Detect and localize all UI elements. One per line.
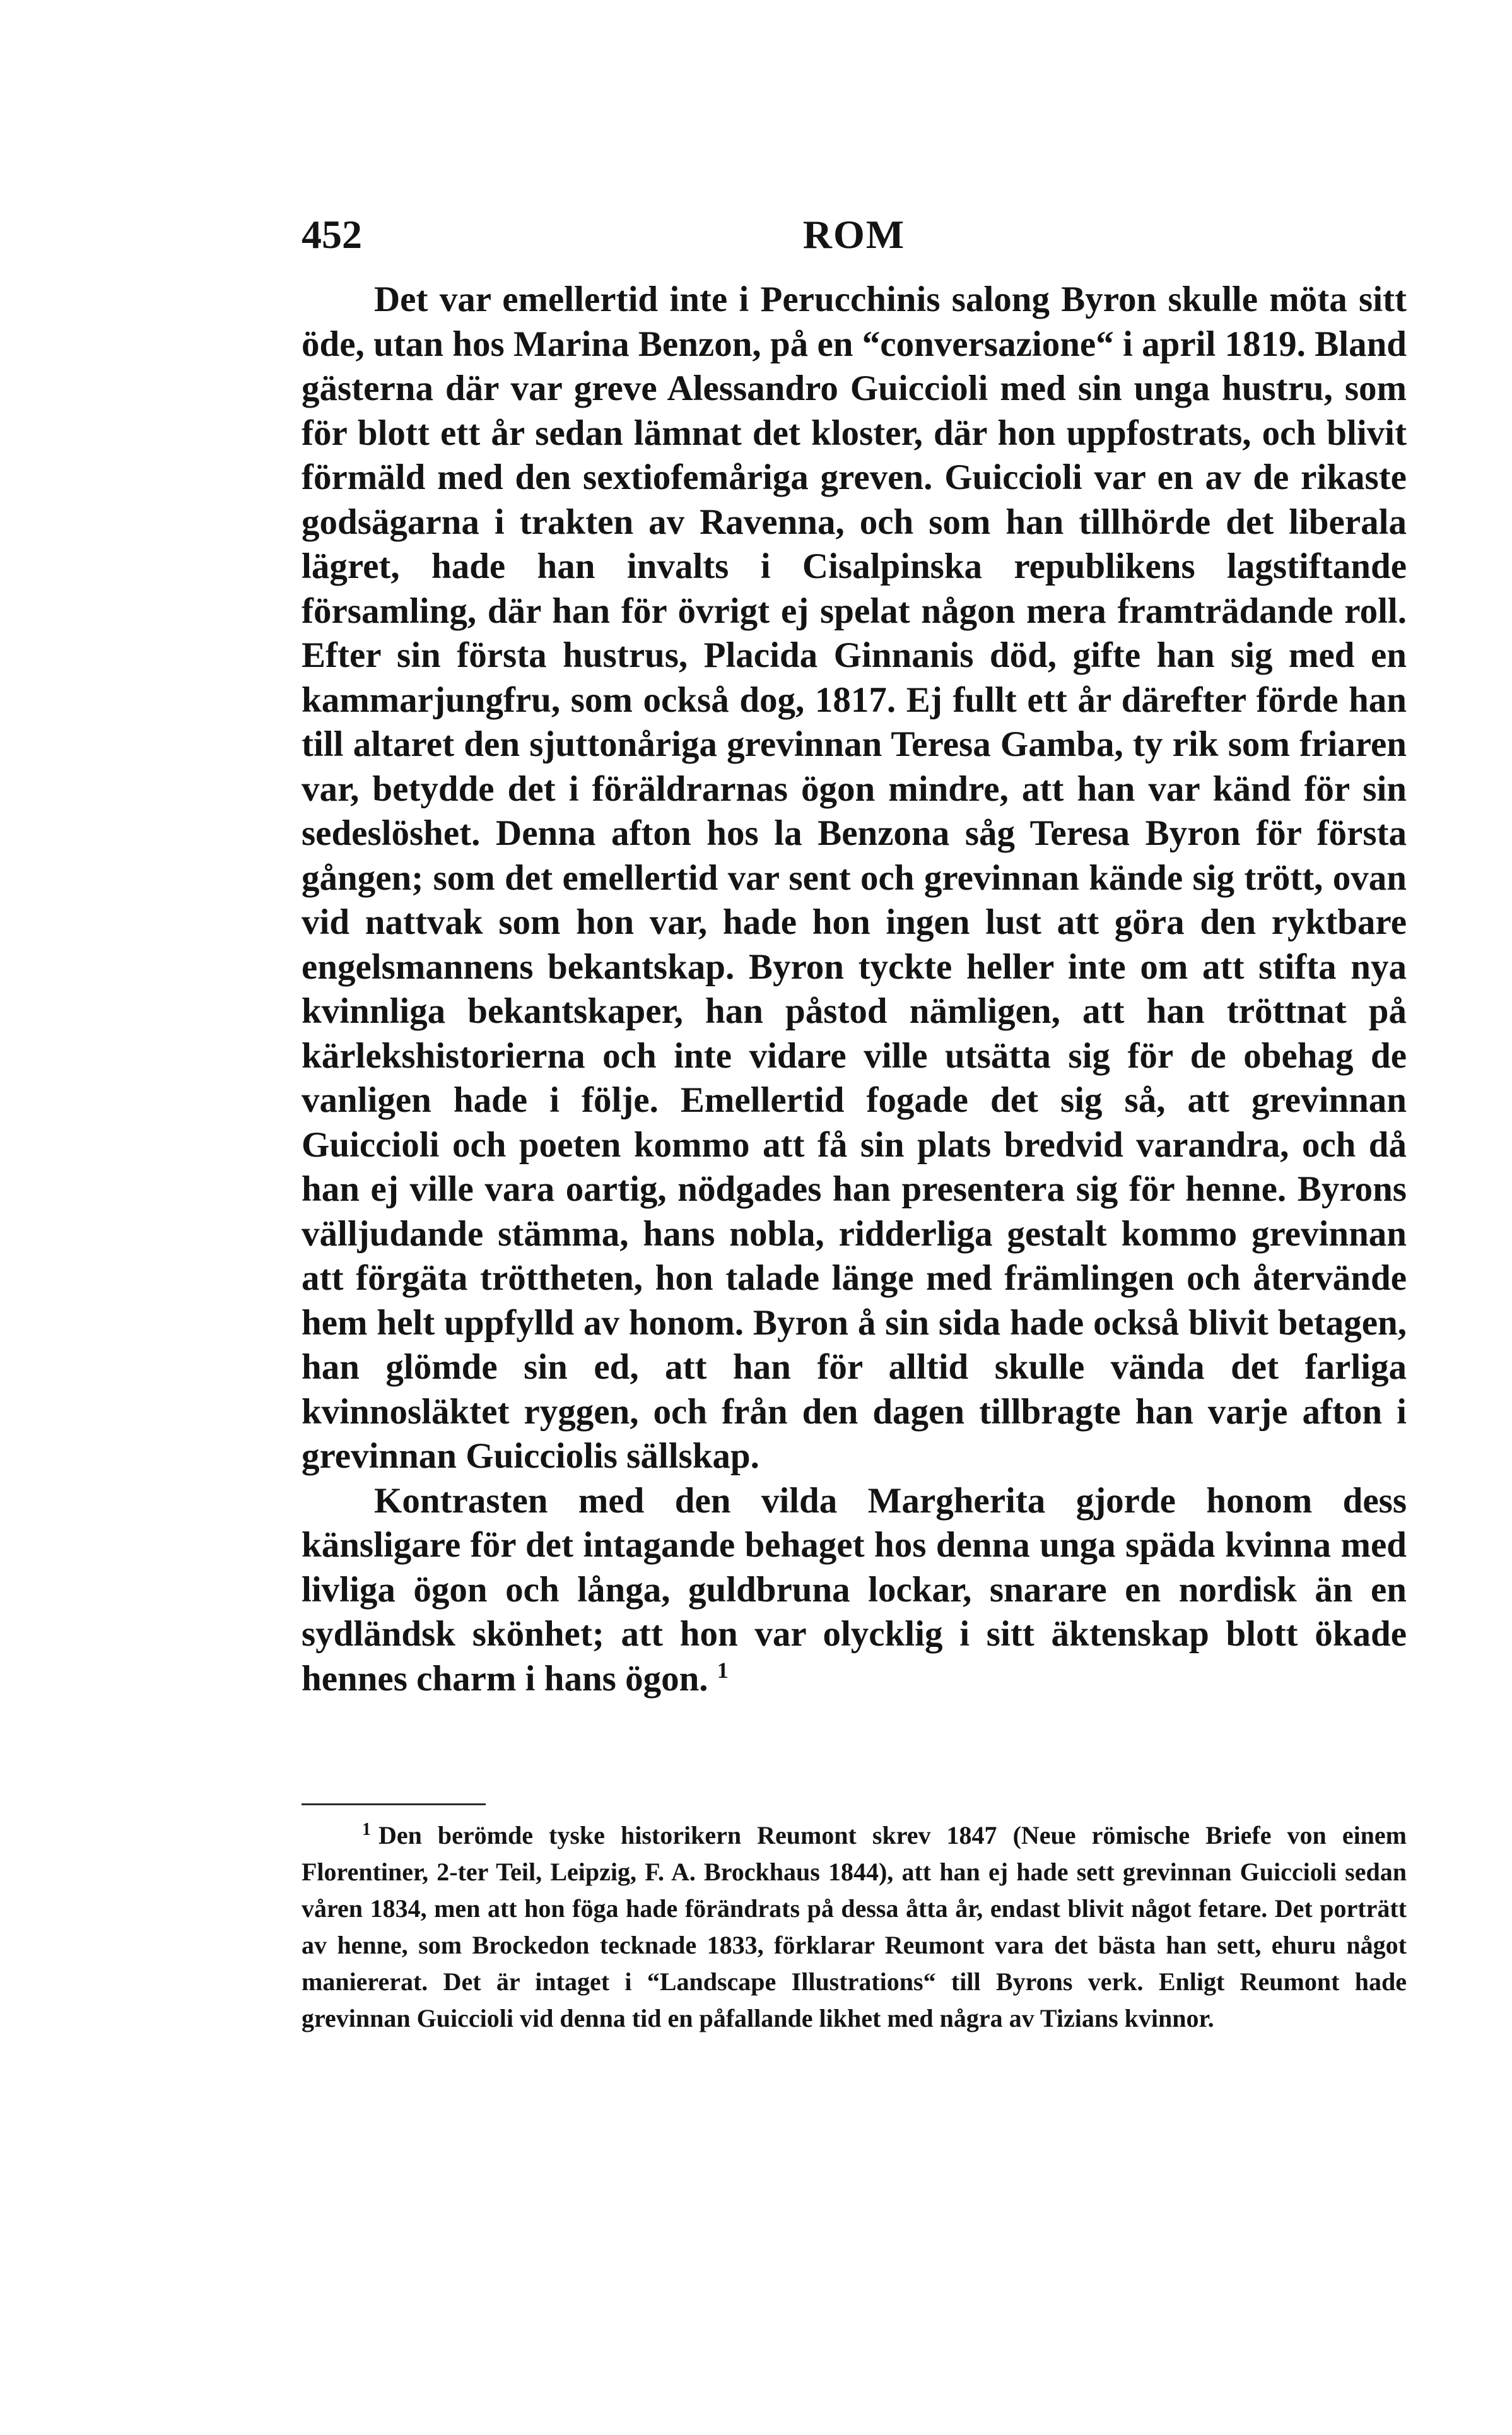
footnote-marker: 1 bbox=[362, 1819, 371, 1839]
paragraph: Det var emellertid inte i Perucchinis salong Byron skulle möta sitt öde, utan hos Marina Benzon, på en “conversazione“ i april 1819. Bland gästerna där var greve Alessandro Guiccioli med sin unga hustru, som för blott ett år sedan lämnat det kloster, där hon uppfostrats, och blivit förmäld med den sextiofemåriga greven. Guiccioli var en av de rikaste godsägarna i trakten av Ravenna, och som han tillhörde det liberala lägret, hade han invalts i Cisalpinska republikens lagstiftande församling, där han för övrigt ej spelat någon mera framträdande roll. Efter sin första hustrus, Placida Ginnanis död, gifte han sig med en kammarjungfru, som också dog, 1817. Ej fullt ett år därefter förde han till altaret den sjuttonåriga grevinnan Teresa Gamba, ty rik som friaren var, betydde det i föräldrarnas ögon mindre, att han var känd för sin sedeslöshet. Denna afton hos la Benzona såg Teresa Byron för första gången; som det emellertid var sent och grevinnan kände sig trött, ovan vid nattvak som hon var, hade hon ingen lust att göra den ryktbare engelsmannens bekantskap. Byron tyckte heller inte om att stifta nya kvinnliga bekantskaper, han påstod nämligen, att han tröttnat på kärlekshistorierna och inte vidare ville utsätta sig för de obehag de vanligen hade i följe. Emellertid fogade det sig så, att grevinnan Guiccioli och poeten kommo att få sin plats bredvid varandra, och då han ej ville vara oartig, nödgades han presentera sig för henne. Byrons välljudande stämma, hans nobla, ridderliga gestalt kommo grevinnan att förgäta tröttheten, hon talade länge med främlingen och återvände hem helt uppfylld av honom. Byron å sin sida hade också blivit betagen, han glömde sin ed, att han för alltid skulle vända det farliga kvinnosläktet ryggen, och från den dagen tillbragte han varje afton i grevinnan Guicciolis sällskap. bbox=[302, 280, 1407, 1476]
footnote-divider bbox=[302, 1803, 486, 1805]
footnote-reference: 1 bbox=[717, 1657, 729, 1683]
paragraph-text: Kontrasten med den vilda Margherita gjorde honom dess känsligare för det intagande behaget hos denna unga späda kvinna med livliga ögon och långa, guldbruna lockar, snarare en nordisk än en sydländsk skönhet; att hon var olycklig i sitt äktenskap blott ökade hennes charm i hans ögon. bbox=[302, 1480, 1407, 1699]
footnote bbox=[302, 1817, 1407, 2037]
main-text bbox=[302, 278, 1407, 1701]
footnote-text: Den berömde tyske historikern Reumont skrev 1847 (Neue römische Briefe von einem Florentiner, 2-ter Teil, Leipzig, F. A. Brockhaus 1844), att han ej hade sett grevinnan Guiccioli sedan våren 1834, men att hon föga hade förändrats på dessa åtta år, endast blivit något fetare. Det porträtt av henne, som Brockedon tecknade 1833, förklarar Reumont vara det bästa han sett, ehuru något maniererat. Det är intaget i “Landscape Illustrations“ till Byrons verk. Enligt Reumont hade grevinnan Guiccioli vid denna tid en påfallande likhet med några av Tizians kvinnor. bbox=[302, 1821, 1407, 2032]
footnote-paragraph bbox=[302, 1817, 1407, 2037]
page-number: 452 bbox=[302, 212, 362, 257]
running-head: ROM bbox=[802, 212, 906, 257]
page-header bbox=[302, 211, 1407, 268]
paragraph bbox=[302, 1479, 1407, 1702]
